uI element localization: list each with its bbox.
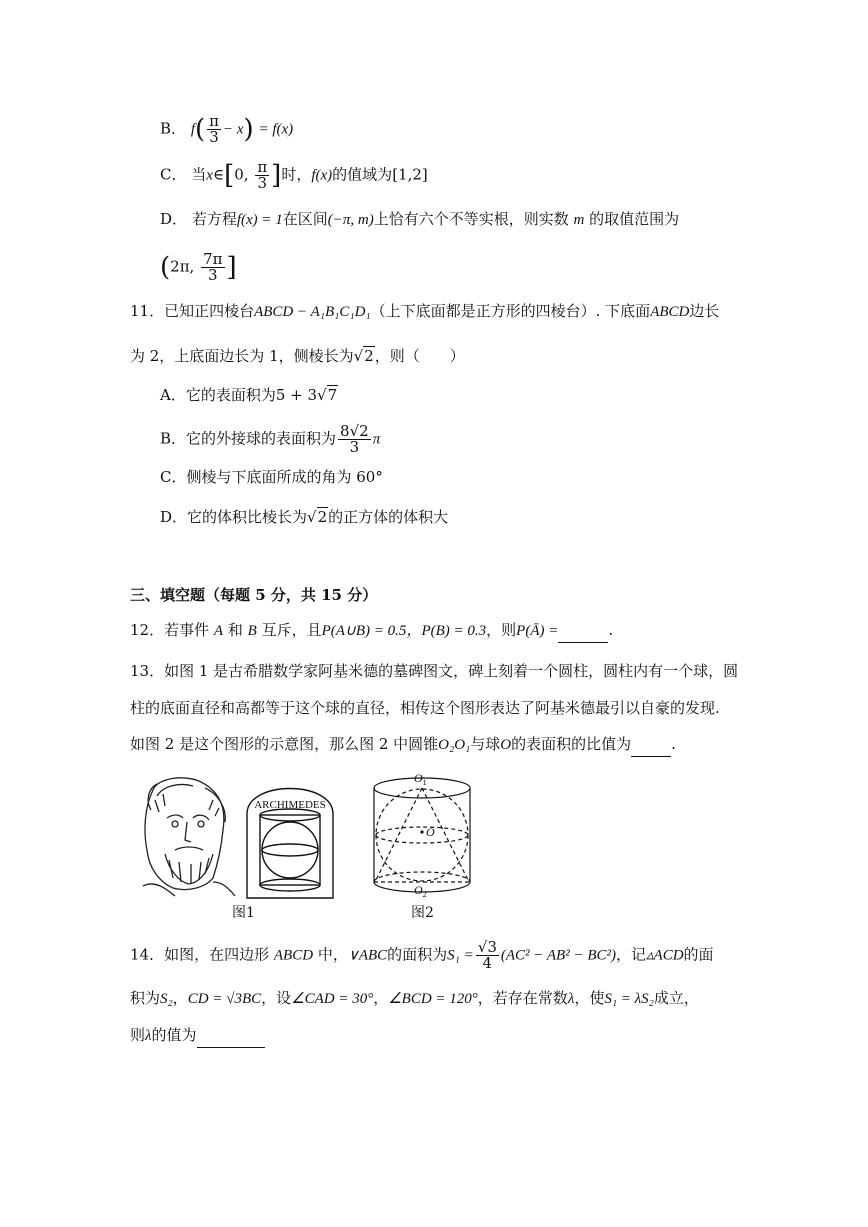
- figure-2: [368, 770, 478, 900]
- q10-option-d: [160, 207, 679, 232]
- math-m: m: [573, 212, 585, 228]
- q13-line2: [130, 696, 720, 720]
- answer-blank[interactable]: [197, 1047, 265, 1048]
- text: 12．若事件: [130, 621, 210, 639]
- math-lambda: λ: [567, 991, 575, 1007]
- math-tail: − x: [223, 121, 244, 138]
- math-sqrt: 2: [364, 347, 374, 365]
- math-angle: ∠CAD = 30°: [291, 991, 374, 1007]
- text: 13．如图 1 是古希腊数学家阿基米德的墓碑图文，碑上刻着一个圆柱，圆柱内有一个球，圆: [130, 662, 739, 680]
- label-o1: $O_1$: [414, 771, 427, 787]
- math-b: B: [247, 623, 257, 639]
- text: 柱的底面直径和高都等于这个球的直径，相传这个图形表达了阿基米德最引以自豪的发现.: [130, 699, 720, 717]
- fraction: $\frac{8√2}{3}$: [340, 422, 369, 456]
- option-label: B．: [160, 429, 187, 448]
- q13-line1: [130, 659, 738, 683]
- math-triangle: ▵ACD: [646, 947, 684, 964]
- q11-option-c: [160, 465, 383, 489]
- math-expr: P(A∪B) = 0.5: [321, 623, 407, 639]
- text: ，: [172, 989, 188, 1007]
- math-f: f: [190, 121, 195, 138]
- math-o: O: [500, 737, 512, 753]
- fraction: $\frac{\pi}{3}$: [209, 112, 219, 146]
- math-sqrt: 7: [327, 386, 338, 404]
- text: ，则（ ）: [374, 347, 465, 365]
- q11-stem-line2: 为 2，上底面边长为 1，侧棱长为√2，则（ ）: [130, 347, 465, 365]
- math-interval: 2π,: [170, 257, 200, 276]
- text: 成立，: [653, 989, 699, 1007]
- q10-option-d-answer: (2π, $\frac{7\pi}{3}$ ]: [160, 250, 237, 284]
- text: ，若存在常数: [477, 989, 568, 1007]
- text: 若方程: [191, 210, 237, 228]
- math-range: [1,2]: [392, 165, 428, 184]
- fraction: $\frac{7\pi}{3}$: [203, 250, 223, 284]
- math-cone: O₂O₁: [438, 737, 471, 753]
- math-cd: CD = √3BC: [187, 991, 262, 1007]
- answer-blank[interactable]: [631, 756, 671, 757]
- text: 它的体积比棱长为: [187, 508, 308, 526]
- q10-option-b: B． f( $\frac{\pi}{3}$ − x) = f(x): [160, 112, 294, 146]
- text: 互斥，且: [261, 621, 322, 639]
- tomb-inscription: ARCHIMEDES: [254, 799, 326, 811]
- option-label: A．: [160, 386, 186, 404]
- option-label: C．: [160, 468, 187, 486]
- q14-line3: [130, 1023, 265, 1048]
- text: ，则: [486, 621, 517, 639]
- figure-2-caption: [411, 901, 434, 925]
- q14-line1: [130, 940, 714, 971]
- math-eq: = f(x): [258, 121, 294, 138]
- q11-option-b: [160, 424, 380, 455]
- math-triangle: ∨ABC: [347, 947, 388, 964]
- math-lambda: λ: [145, 1028, 152, 1044]
- text: 和: [227, 621, 243, 639]
- text: ，使: [574, 989, 605, 1007]
- math-in: ∈: [212, 165, 225, 184]
- text: 的表面积的比值为: [511, 735, 632, 753]
- option-label: D．: [160, 210, 188, 228]
- cone-left: [376, 788, 422, 880]
- text: 11．已知正四棱台: [130, 302, 255, 320]
- text: 边长: [689, 302, 720, 320]
- math-angle: ∠BCD = 120°: [388, 991, 478, 1007]
- q11-option-d: D．它的体积比棱长为√2的正方体的体积大: [160, 508, 449, 526]
- math-fx: f(x): [311, 167, 333, 184]
- option-label: C．: [160, 165, 187, 184]
- text: 它的表面积为: [185, 386, 276, 404]
- q11-option-a: A．它的表面积为5 + 3√7: [160, 386, 338, 404]
- math-a: A: [213, 623, 224, 639]
- text: ，设: [261, 989, 292, 1007]
- text: 当: [191, 165, 207, 184]
- text: 的取值范围为: [589, 210, 680, 228]
- figure-1-caption: [232, 901, 255, 925]
- archimedes-portrait: [143, 778, 235, 896]
- math-abcd: ABCD: [273, 947, 314, 964]
- figure-1: [135, 770, 345, 900]
- text: .: [608, 621, 614, 639]
- math-relation: S₁ = λS₂: [604, 991, 654, 1007]
- math-interval: 0,: [234, 165, 254, 184]
- math-s1: S₁ =: [447, 947, 474, 964]
- text: 14．如图，在四边形: [130, 945, 270, 964]
- equator-front: [376, 835, 468, 843]
- math-s2: S₂: [160, 991, 173, 1007]
- center-dot: [420, 830, 423, 833]
- text: 与球: [470, 735, 501, 753]
- math-x: x: [206, 167, 213, 184]
- text: 的正方体的体积大: [328, 508, 449, 526]
- math-pi: π: [372, 431, 381, 448]
- text: 为 2，上底面边长为 1，侧棱长为: [130, 347, 354, 365]
- text: 的面积为: [387, 945, 448, 964]
- text: 则: [130, 1026, 146, 1044]
- text: 中，: [317, 945, 348, 964]
- text: .: [671, 735, 676, 753]
- math-abcd: ABCD: [650, 304, 690, 320]
- option-label: B．: [160, 119, 187, 138]
- label-o2: $O_2$: [414, 883, 427, 899]
- q12: [130, 618, 613, 643]
- math-interval: (−π, m): [327, 212, 374, 228]
- math-sqrt: 2: [317, 508, 328, 526]
- math-equation: f(x) = 1: [236, 212, 283, 228]
- text: 如图 2 是这个图形的示意图，那么图 2 中圆锥: [130, 735, 439, 753]
- caption: 图2: [411, 905, 434, 921]
- text: 在区间: [282, 210, 328, 228]
- section-title: 三、填空题（每题 5 分，共 15 分）: [130, 586, 378, 604]
- fraction: $\frac{√3}{4}$: [477, 938, 497, 972]
- text: 的值为: [151, 1026, 197, 1044]
- fraction: $\frac{\pi}{3}$: [257, 158, 268, 192]
- text: 它的外接球的表面积为: [186, 429, 337, 448]
- q13-line3: [130, 732, 676, 757]
- q14-line2: [130, 986, 699, 1011]
- answer-blank[interactable]: [558, 642, 608, 643]
- math-expr: ，P(B) = 0.3: [406, 623, 487, 639]
- option-label: D．: [160, 508, 188, 526]
- section-heading: [130, 583, 377, 607]
- text: 积为: [130, 989, 161, 1007]
- text: 上恰有六个不等实根，则实数: [373, 210, 569, 228]
- text: （上下底面都是正方形的四棱台）. 下底面: [370, 302, 651, 320]
- q11-stem-line1: [130, 299, 719, 324]
- text: 的值域为: [332, 165, 393, 184]
- text: 时，: [281, 165, 312, 184]
- math-solid: ABCD − A₁B₁C₁D₁: [254, 304, 371, 320]
- text: 的面: [683, 945, 714, 964]
- text: 侧棱与下底面所成的角为 60°: [186, 468, 383, 486]
- text: ，: [373, 989, 389, 1007]
- math-expr: 5 + 3: [275, 386, 318, 404]
- sphere: [376, 789, 468, 881]
- q10-option-c: C． 当x∈[0, $\frac{\pi}{3}$ ]时，f(x)的值域为[1,2]: [160, 158, 428, 192]
- math-expr: P(Ā) =: [516, 623, 559, 639]
- caption: 图1: [232, 905, 255, 921]
- math-expr: (AC² − AB² − BC²): [500, 947, 616, 964]
- text: ，记: [616, 945, 647, 964]
- label-o: O: [426, 825, 435, 839]
